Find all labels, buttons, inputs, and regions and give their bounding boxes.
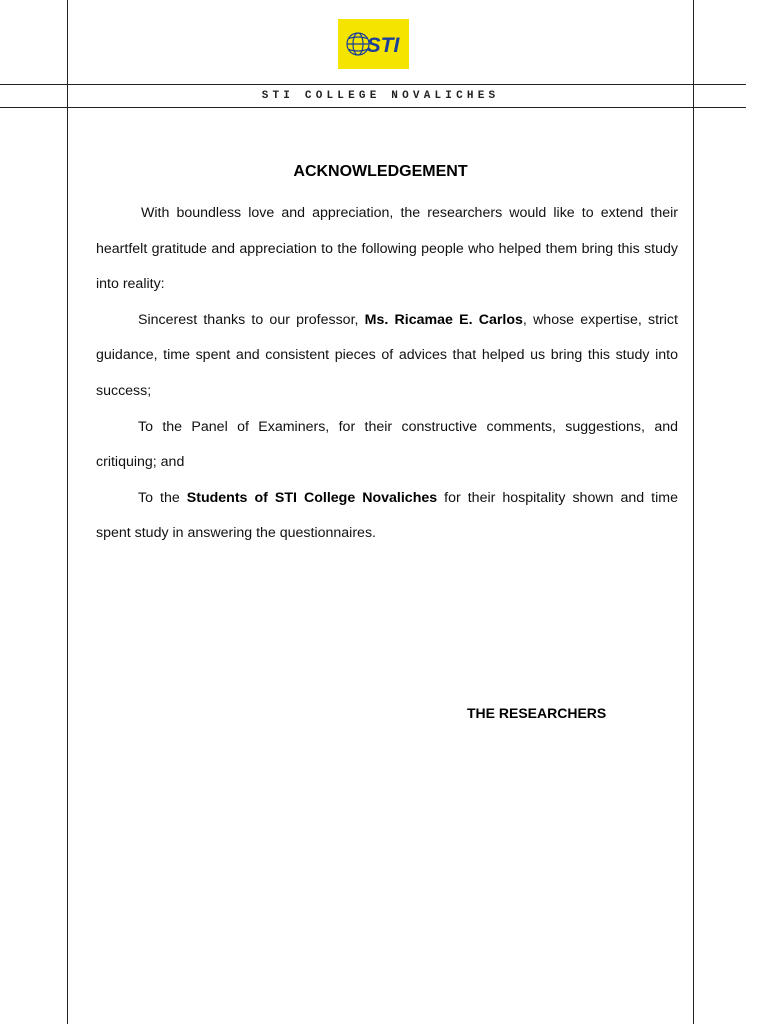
paragraph-professor-prefix: Sincerest thanks to our professor, bbox=[138, 311, 365, 328]
left-margin-rule bbox=[67, 0, 68, 1024]
logo-wordmark: STI bbox=[366, 34, 400, 57]
paragraph-students bbox=[96, 481, 678, 552]
paragraph-students-suffix: for their hospitality shown and time spent study in answering the questionnaires. bbox=[96, 489, 678, 542]
sti-logo bbox=[338, 19, 409, 69]
college-name: STI COLLEGE NOVALICHES bbox=[261, 90, 500, 102]
students-name: Students of STI College Novaliches bbox=[186, 489, 438, 506]
signature: THE RESEARCHERS bbox=[467, 705, 607, 721]
globe-icon bbox=[338, 19, 409, 69]
right-margin-rule bbox=[693, 0, 694, 1024]
page-title: ACKNOWLEDGEMENT bbox=[293, 163, 468, 180]
paragraph-gratitude: With boundless love and appreciation, the researchers would like to extend their heartfelt gratitude and appreciation to the following people who helped them bring this study into reality: bbox=[96, 205, 678, 293]
paragraph-students-prefix: To the bbox=[138, 489, 187, 506]
header-bottom-rule bbox=[0, 107, 746, 108]
acknowledgement-body bbox=[96, 196, 678, 552]
paragraph-professor-suffix: , whose expertise, strict guidance, time spent and consistent pieces of advices that helped us bring this study into success; bbox=[96, 311, 678, 399]
paragraph-professor bbox=[96, 303, 678, 410]
professor-name: Ms. Ricamae E. Carlos bbox=[364, 311, 523, 328]
paragraph-panel: To the Panel of Examiners, for their constructive comments, suggestions, and critiquing; and bbox=[96, 418, 678, 471]
